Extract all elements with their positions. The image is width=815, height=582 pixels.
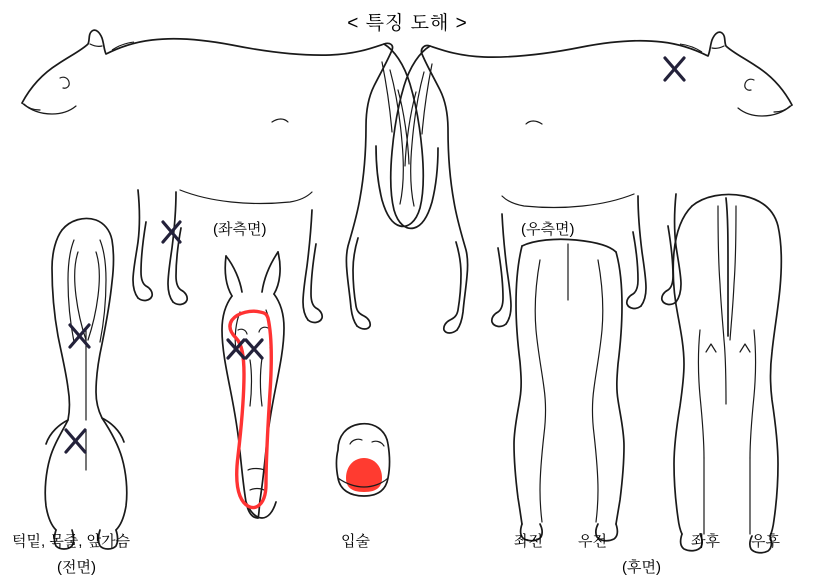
x-mark-chest-front bbox=[66, 430, 85, 452]
label-muzzle: 입술 bbox=[341, 533, 370, 550]
horse-front-view bbox=[45, 218, 127, 549]
x-mark-right-neck bbox=[665, 58, 684, 80]
red-highlight-face bbox=[230, 311, 271, 507]
label-right-hind: 우후 bbox=[751, 533, 780, 550]
label-right-front: 우전 bbox=[578, 533, 607, 550]
label-left-front: 좌전 bbox=[514, 533, 543, 550]
label-front-group-sub: (전면) bbox=[57, 559, 96, 576]
rear-view-front-legs bbox=[514, 239, 624, 540]
page-title: < 특징 도해 > bbox=[347, 13, 468, 34]
rear-view-hind-quarters bbox=[673, 194, 781, 552]
label-right-side: (우측면) bbox=[521, 221, 575, 238]
label-rear-group: (후면) bbox=[622, 559, 661, 576]
x-mark-left-shoulder bbox=[163, 222, 180, 242]
horse-head-front-view bbox=[222, 252, 284, 518]
label-front-group: 턱밑, 목줄, 앞가슴 bbox=[12, 533, 131, 550]
xx-mark-face bbox=[228, 340, 262, 358]
horse-left-side-view bbox=[22, 30, 423, 329]
label-left-hind: 좌후 bbox=[691, 533, 720, 550]
label-left-side: (좌측면) bbox=[213, 221, 267, 238]
x-mark-head-front bbox=[70, 325, 89, 347]
muzzle-closeup bbox=[337, 424, 390, 496]
red-highlight-muzzle bbox=[346, 458, 382, 492]
horse-right-side-view bbox=[391, 32, 792, 333]
